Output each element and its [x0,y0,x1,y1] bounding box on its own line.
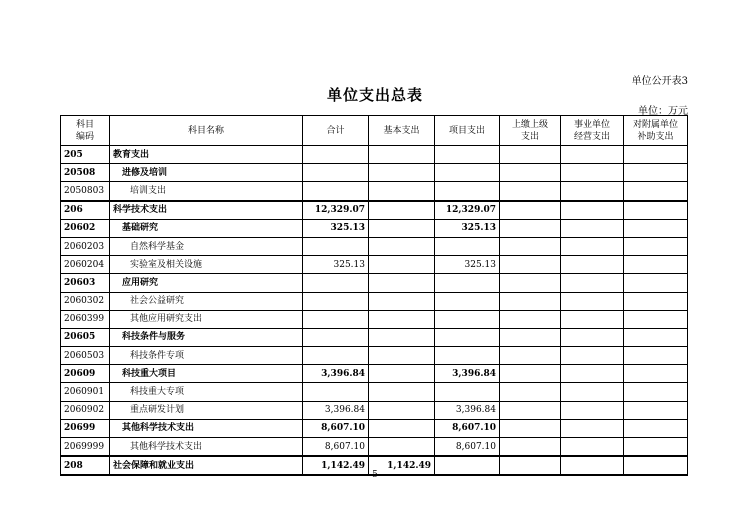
table-row [61,438,688,457]
cell-total: 3,396.84 [303,401,369,419]
cell-remit-upper [500,164,561,182]
cell-basic: 1,142.49 [369,456,435,475]
cell-name: 实验室及相关设施 [110,256,303,274]
cell-subsidy [624,401,688,419]
cell-remit-upper [500,274,561,292]
cell-code: 20609 [61,365,110,383]
col-header-remit-upper: 上缴上级 支出 [500,116,561,146]
cell-total [303,164,369,182]
cell-name: 科技条件专项 [110,347,303,365]
cell-operating [561,365,624,383]
form-number: 单位公开表3 [631,76,688,87]
cell-remit-upper [500,219,561,237]
cell-total: 8,607.10 [303,419,369,437]
cell-code: 2050803 [61,182,110,201]
cell-project [435,274,500,292]
cell-basic [369,201,435,220]
cell-code: 20605 [61,328,110,346]
cell-total [303,383,369,401]
cell-project: 325.13 [435,256,500,274]
cell-subsidy [624,256,688,274]
cell-operating [561,219,624,237]
cell-name: 培训支出 [110,182,303,201]
cell-subsidy [624,146,688,164]
cell-total [303,274,369,292]
table-row [61,419,688,437]
cell-name: 应用研究 [110,274,303,292]
cell-operating [561,164,624,182]
cell-subsidy [624,237,688,255]
cell-code: 20699 [61,419,110,437]
cell-name: 其他科学技术支出 [110,419,303,437]
cell-remit-upper [500,328,561,346]
cell-code: 2060503 [61,347,110,365]
cell-operating [561,310,624,328]
cell-basic [369,401,435,419]
cell-remit-upper [500,438,561,457]
cell-operating [561,292,624,310]
unit-label: 单位：万元 [638,106,688,117]
cell-code: 20602 [61,219,110,237]
cell-name: 社会保障和就业支出 [110,456,303,475]
cell-subsidy [624,347,688,365]
cell-remit-upper [500,292,561,310]
col-header-code: 科目 编码 [61,116,110,146]
cell-total [303,182,369,201]
cell-basic [369,146,435,164]
cell-code: 20508 [61,164,110,182]
cell-subsidy [624,383,688,401]
cell-code: 2060203 [61,237,110,255]
table-row [61,365,688,383]
cell-total [303,146,369,164]
col-header-project: 项目支出 [435,116,500,146]
cell-subsidy [624,292,688,310]
cell-remit-upper [500,182,561,201]
table-row [61,347,688,365]
cell-total: 325.13 [303,256,369,274]
cell-project: 12,329.07 [435,201,500,220]
cell-code: 206 [61,201,110,220]
page-title: 单位支出总表 [326,86,423,104]
cell-remit-upper [500,419,561,437]
cell-operating [561,182,624,201]
table-body [61,146,688,476]
cell-name: 其他应用研究支出 [110,310,303,328]
cell-basic [369,182,435,201]
cell-basic [369,438,435,457]
cell-operating [561,256,624,274]
cell-name: 自然科学基金 [110,237,303,255]
cell-total: 325.13 [303,219,369,237]
table-row [61,328,688,346]
table-row [61,146,688,164]
cell-name: 其他科学技术支出 [110,438,303,457]
cell-basic [369,365,435,383]
cell-name: 进修及培训 [110,164,303,182]
cell-name: 基础研究 [110,219,303,237]
col-header-total: 合计 [303,116,369,146]
table-row [61,310,688,328]
cell-name: 重点研发计划 [110,401,303,419]
cell-name: 社会公益研究 [110,292,303,310]
cell-total: 8,607.10 [303,438,369,457]
cell-total [303,310,369,328]
cell-operating [561,347,624,365]
page-number: 5 [372,470,378,480]
cell-total [303,292,369,310]
table-row [61,401,688,419]
cell-code: 2060204 [61,256,110,274]
cell-remit-upper [500,347,561,365]
cell-project: 3,396.84 [435,401,500,419]
cell-name: 科技重大专项 [110,383,303,401]
table-row [61,292,688,310]
cell-operating [561,383,624,401]
cell-operating [561,237,624,255]
cell-basic [369,256,435,274]
cell-total: 3,396.84 [303,365,369,383]
cell-operating [561,419,624,437]
cell-total: 1,142.49 [303,456,369,475]
cell-code: 205 [61,146,110,164]
table-row [61,219,688,237]
table-row [61,164,688,182]
cell-basic [369,383,435,401]
cell-operating [561,438,624,457]
col-header-name: 科目名称 [110,116,303,146]
cell-remit-upper [500,201,561,220]
expenditure-table [60,115,688,476]
cell-operating [561,401,624,419]
cell-operating [561,146,624,164]
cell-name: 教育支出 [110,146,303,164]
cell-project [435,182,500,201]
cell-code: 2060902 [61,401,110,419]
cell-basic [369,292,435,310]
cell-project: 8,607.10 [435,438,500,457]
cell-name: 科学技术支出 [110,201,303,220]
cell-basic [369,310,435,328]
cell-code: 2060901 [61,383,110,401]
cell-name: 科技条件与服务 [110,328,303,346]
cell-code: 208 [61,456,110,475]
cell-code: 2060399 [61,310,110,328]
cell-subsidy [624,219,688,237]
cell-basic [369,164,435,182]
cell-project: 3,396.84 [435,365,500,383]
table-header-row [61,116,688,146]
cell-project: 8,607.10 [435,419,500,437]
cell-project [435,347,500,365]
cell-total [303,237,369,255]
cell-remit-upper [500,146,561,164]
cell-code: 20603 [61,274,110,292]
table-row [61,201,688,220]
cell-project [435,328,500,346]
cell-basic [369,328,435,346]
cell-basic [369,274,435,292]
cell-basic [369,237,435,255]
cell-total [303,347,369,365]
cell-total: 12,329.07 [303,201,369,220]
cell-basic [369,219,435,237]
cell-remit-upper [500,365,561,383]
cell-project [435,310,500,328]
table-row [61,237,688,255]
cell-project: 325.13 [435,219,500,237]
cell-subsidy [624,182,688,201]
cell-project [435,383,500,401]
cell-operating [561,201,624,220]
cell-remit-upper [500,401,561,419]
cell-project [435,164,500,182]
cell-operating [561,328,624,346]
cell-operating [561,274,624,292]
cell-project [435,146,500,164]
cell-subsidy [624,310,688,328]
table-row [61,182,688,201]
col-header-subsidy: 对附属单位 补助支出 [624,116,688,146]
col-header-operating: 事业单位 经营支出 [561,116,624,146]
cell-name: 科技重大项目 [110,365,303,383]
cell-basic [369,347,435,365]
cell-basic [369,419,435,437]
table-row [61,274,688,292]
col-header-basic: 基本支出 [369,116,435,146]
cell-remit-upper [500,256,561,274]
cell-subsidy [624,201,688,220]
cell-subsidy [624,365,688,383]
cell-subsidy [624,274,688,292]
cell-subsidy [624,438,688,457]
table-row [61,383,688,401]
cell-subsidy [624,164,688,182]
cell-remit-upper [500,383,561,401]
cell-subsidy [624,419,688,437]
cell-total [303,328,369,346]
cell-code: 2060302 [61,292,110,310]
cell-project [435,292,500,310]
cell-remit-upper [500,310,561,328]
table-row [61,256,688,274]
cell-subsidy [624,328,688,346]
cell-project [435,237,500,255]
cell-remit-upper [500,237,561,255]
cell-code: 2069999 [61,438,110,457]
